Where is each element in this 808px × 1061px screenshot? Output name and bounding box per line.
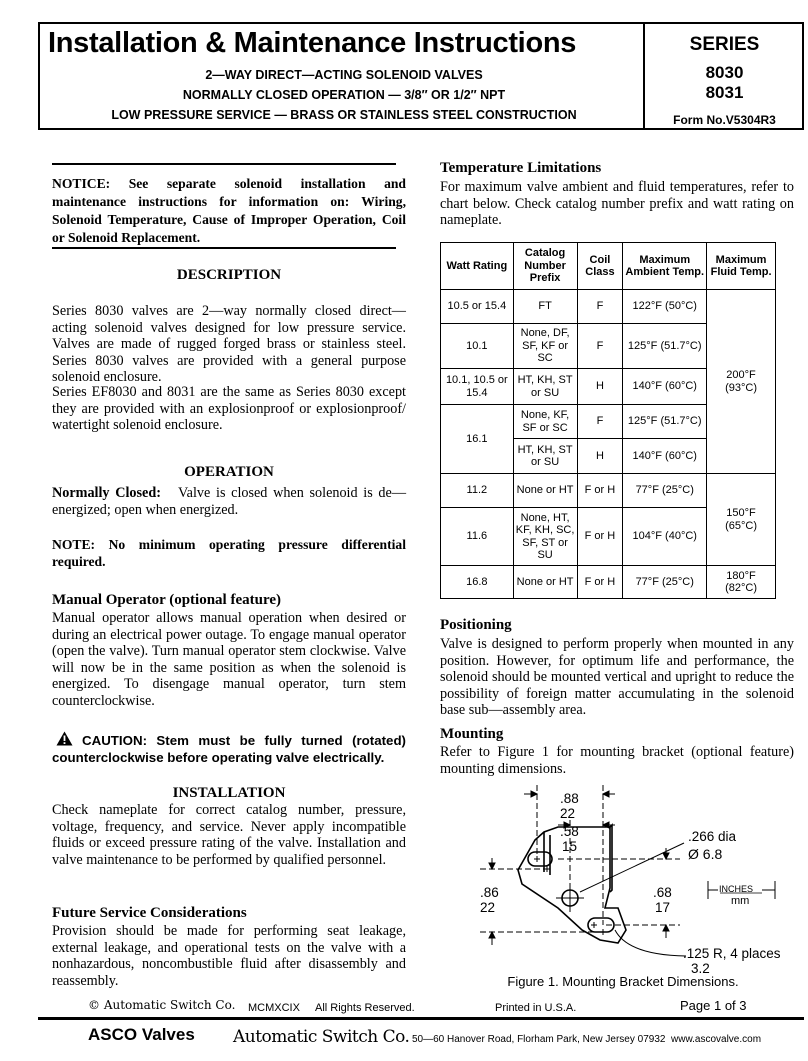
cell-watt: 16.1 <box>441 405 514 474</box>
cell-ambient: 77°F (25°C) <box>623 566 707 599</box>
dim-mid-mm: 15 <box>562 839 578 854</box>
company-name: Automatic Switch Co. <box>233 1027 410 1047</box>
cell-watt: 10.1 <box>441 324 514 369</box>
cell-prefix: None, HT, KF, KH, SC, SF, ST or SU <box>513 508 577 566</box>
installation-heading: INSTALLATION <box>172 785 286 801</box>
normally-closed-text: Valve is closed when solenoid is de—energized; open when energized. <box>52 485 407 518</box>
cell-coil: H <box>577 439 623 474</box>
mounting-bracket-figure <box>440 780 808 992</box>
cell-prefix: None or HT <box>513 474 577 508</box>
cell-fluid: 150°F (65°C) <box>707 474 776 566</box>
dim-hole-inches: .266 dia <box>688 829 737 844</box>
legend-inches: INCHES <box>719 884 754 894</box>
normally-closed-label: Normally Closed: <box>52 485 161 501</box>
cell-ambient: 125°F (51.7°C) <box>623 324 707 369</box>
dim-hole-mm: Ø 6.8 <box>688 846 723 862</box>
footer-rule <box>38 1017 804 1020</box>
positioning-heading: Positioning <box>440 617 512 633</box>
cell-fluid: 200°F (93°C) <box>707 290 776 474</box>
cell-prefix: FT <box>513 290 577 324</box>
positioning-text: Valve is designed to perform properly when mounted in any position. However, for optimum life and performance, the solenoid should be mounted vertical and upright to reduce the possibility of foreign matter accumulating in the solenoid base sub—assembly area. <box>440 636 794 718</box>
col-max-ambient: Maximum Ambient Temp. <box>623 243 707 290</box>
page-title: Installation & Maintenance Instructions <box>48 27 577 59</box>
cell-watt: 10.1, 10.5 or 15.4 <box>441 369 514 405</box>
series-number-2: 8031 <box>705 83 744 102</box>
legend-mm: mm <box>731 895 750 907</box>
table-header-row <box>441 243 776 290</box>
form-number: Form No.V5304R3 <box>673 113 776 127</box>
subtitle-line-1: 2—WAY DIRECT—ACTING SOLENOID VALVES <box>205 68 483 82</box>
future-service-heading: Future Service Considerations <box>52 905 247 921</box>
caution-text: CAUTION: Stem must be fully turned (rotated) counterclockwise before operating valve electrically. <box>52 733 406 765</box>
dim-left-inches: .86 <box>480 885 499 900</box>
col-max-fluid: Maximum Fluid Temp. <box>707 243 776 290</box>
temperature-table <box>440 242 776 599</box>
table-row <box>441 566 776 599</box>
col-catalog-prefix: Catalog Number Prefix <box>513 243 577 290</box>
subtitle-line-3: LOW PRESSURE SERVICE — BRASS OR STAINLESS STEEL CONSTRUCTION <box>111 108 577 122</box>
cell-coil: H <box>577 369 623 405</box>
dim-left-mm: 22 <box>480 900 496 915</box>
description-heading: DESCRIPTION <box>176 267 282 283</box>
series-number-1: 8030 <box>705 63 744 82</box>
dim-top-mm: 22 <box>560 806 576 821</box>
manual-operator-text: Manual operator allows manual operation when desired or during an electrical power outage. To engage manual operator (open the valve). Turn manual operator stem clockwise. Valve will now be in the same position as when the solenoid is energized. To disengage manual operator, turn stem counterclockwise. <box>52 610 406 709</box>
table-row <box>441 474 776 508</box>
col-watt-rating: Watt Rating <box>441 243 514 290</box>
cell-coil: F or H <box>577 566 623 599</box>
mounting-text: Refer to Figure 1 for mounting bracket (optional feature) mounting dimensions. <box>440 744 794 777</box>
temperature-text: For maximum valve ambient and fluid temperatures, refer to chart below. Check catalog number prefix and watt rating on nameplate. <box>440 179 794 228</box>
brand-name: ASCO Valves <box>88 1025 195 1044</box>
dim-right-inches: .68 <box>653 885 672 900</box>
dim-top-inches: .88 <box>560 791 579 806</box>
notice-text: NOTICE: See separate solenoid installation and maintenance instructions for information on: Wiring, Solenoid Temperature, Cause of Improper Operation, Coil or Solenoid Replacement. <box>52 176 406 245</box>
cell-coil: F <box>577 405 623 439</box>
cell-prefix: None, KF, SF or SC <box>513 405 577 439</box>
dim-right-mm: 17 <box>655 900 671 915</box>
operation-heading: OPERATION <box>184 464 274 480</box>
cell-watt: 10.5 or 15.4 <box>441 290 514 324</box>
cell-ambient: 122°F (50°C) <box>623 290 707 324</box>
cell-ambient: 104°F (40°C) <box>623 508 707 566</box>
printed-in: Printed in U.S.A. <box>495 1002 577 1014</box>
cell-ambient: 125°F (51.7°C) <box>623 405 707 439</box>
page-number: Page 1 of 3 <box>680 998 747 1013</box>
note-text: NOTE: No minimum operating pressure differential required. <box>52 537 406 569</box>
installation-text: Check nameplate for correct catalog number, pressure, voltage, frequency, and service. Never apply incompatible fluids or exceed pressure rating of the valve. Installation and valve maintenance to be performed by qualified personnel. <box>52 802 406 868</box>
description-paragraph-1: Series 8030 valves are 2—way normally closed direct—acting solenoid valves designed for low pressure service. Valves are made of rugged forged brass or stainless steel. Series 8030 valves are provided with a general purpose solenoid enclosure. <box>52 303 406 385</box>
all-rights-reserved: All Rights Reserved. <box>315 1002 415 1014</box>
table-row <box>441 290 776 324</box>
cell-ambient: 140°F (60°C) <box>623 439 707 474</box>
copyright: © Automatic Switch Co. <box>88 998 236 1012</box>
cell-ambient: 77°F (25°C) <box>623 474 707 508</box>
dim-radius-mm: 3.2 <box>691 961 710 976</box>
normally-closed-paragraph <box>52 485 406 518</box>
cell-coil: F <box>577 290 623 324</box>
copyright-year: MCMXCIX <box>248 1002 300 1014</box>
col-coil-class: Coil Class <box>577 243 623 290</box>
cell-watt: 11.6 <box>441 508 514 566</box>
notice-rule-top <box>52 163 396 165</box>
series-label: SERIES <box>689 34 760 55</box>
manual-operator-heading: Manual Operator (optional feature) <box>52 592 282 608</box>
description-paragraph-2: Series EF8030 and 8031 are the same as Series 8030 except they are provided with an explosionproof or explosionproof/ watertight solenoid enclosure. <box>52 384 406 433</box>
cell-watt: 11.2 <box>441 474 514 508</box>
figure-caption: Figure 1. Mounting Bracket Dimensions. <box>507 974 739 989</box>
cell-prefix: HT, KH, ST or SU <box>513 439 577 474</box>
cell-prefix: None, DF, SF, KF or SC <box>513 324 577 369</box>
dim-radius-inches: .125 R, 4 places <box>683 946 781 961</box>
future-service-text: Provision should be made for performing seat leakage, external leakage, and operational tests on the valve with a nonhazardous, noncombustible fluid after disassembly and reassembly. <box>52 923 406 989</box>
cell-prefix: None or HT <box>513 566 577 599</box>
cell-coil: F <box>577 324 623 369</box>
cell-watt: 16.8 <box>441 566 514 599</box>
subtitle-line-2: NORMALLY CLOSED OPERATION — 3/8″ OR 1/2″ NPT <box>182 88 506 102</box>
address: 50—60 Hanover Road, Florham Park, New Jersey 07932 <box>412 1034 666 1045</box>
notice-rule-bottom <box>52 247 396 249</box>
dim-mid-inches: .58 <box>560 824 579 839</box>
temperature-heading: Temperature Limitations <box>440 160 602 176</box>
cell-ambient: 140°F (60°C) <box>623 369 707 405</box>
website-link[interactable]: www.ascovalve.com <box>671 1034 762 1045</box>
cell-prefix: HT, KH, ST or SU <box>513 369 577 405</box>
cell-coil: F or H <box>577 474 623 508</box>
mounting-heading: Mounting <box>440 726 504 742</box>
cell-fluid: 180°F (82°C) <box>707 566 776 599</box>
cell-coil: F or H <box>577 508 623 566</box>
